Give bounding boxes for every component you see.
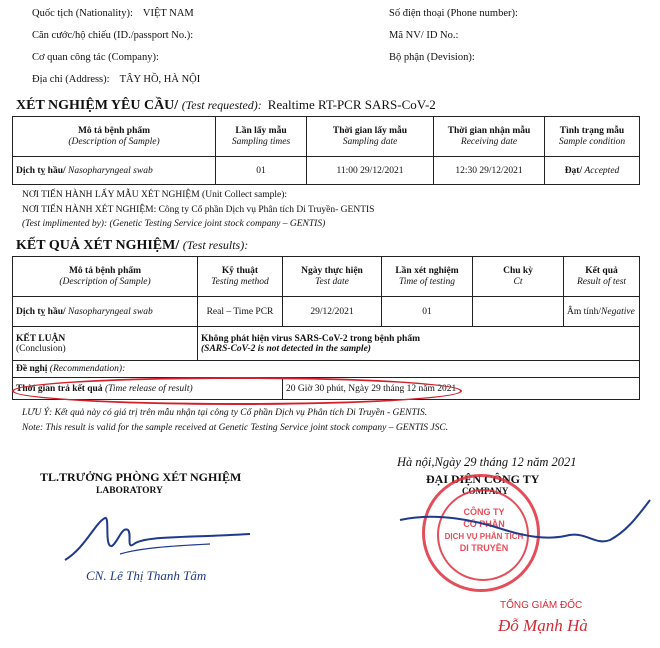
res-head-sample: Mô tả bệnh phẩm (Description of Sample) [13,257,198,297]
conclusion-label-cell: KẾT LUẬN (Conclusion) [13,327,198,361]
conclusion-text: Không phát hiện virus SARS-CoV-2 trong bệnh phẩm (SARS-CoV-2 is not detected in the sample) [198,327,640,361]
req-head-receiving-date: Thời gian nhận mẫu Receiving date [434,117,545,157]
director-title: TỔNG GIÁM ĐỐC [500,600,583,611]
requested-header-row [13,117,640,157]
res-head-date: Ngày thực hiện Test date [283,257,382,297]
req-head-sample: Mô tả bệnh phẩm (Description of Sample) [13,117,216,157]
director-name: Đỗ Mạnh Hà [498,616,588,635]
requested-table [12,116,640,185]
requested-data-row [13,157,640,185]
test-place-en: (Test implimented by): (Genetic Testing Service joint stock company – GENTIS) [22,219,326,229]
results-title-vi: KẾT QUẢ XÉT NGHIỆM/ [16,238,180,253]
results-title-en: (Test results): [182,238,249,252]
res-date: 29/12/2021 [283,297,382,327]
res-head-result: Kết quả Result of test [564,257,640,297]
stamp-line2: CỔ PHẦN [463,519,505,529]
company-subtitle: COMPANY [462,486,509,496]
company-title: ĐẠI DIỆN CÔNG TY [426,472,540,486]
res-head-times: Lần xét nghiệm Time of testing [382,257,473,297]
company-label: Cơ quan công tác (Company): [32,52,159,63]
note-vi: LƯU Ý: Kết quả này có giá trị trên mẫu nhận tại công ty Cổ phần Dịch vụ Phân tích Di Truyền - GENTIS. [22,408,428,418]
res-method: Real – Time PCR [198,297,283,327]
lab-title: TL.TRƯỞNG PHÒNG XÉT NGHIỆM [40,470,242,484]
lab-signature-icon [60,508,260,568]
res-sample: Dịch tỵ hầu/ Nasopharyngeal swab [13,297,198,327]
stamp-line3: DỊCH VỤ PHÂN TÍCH [444,532,524,541]
req-receiving-date: 12:30 29/12/2021 [434,157,545,185]
results-title [16,238,248,254]
address-row [32,74,200,85]
test-requested-title [16,97,436,114]
req-times: 01 [216,157,307,185]
nationality-row [32,8,194,19]
res-times: 01 [382,297,473,327]
results-header-row [13,257,640,297]
test-requested-value: Realtime RT-PCR SARS-CoV-2 [267,97,436,112]
test-place: NƠI TIẾN HÀNH XÉT NGHIỆM: Công ty Cổ phần Dịch vụ Phân tích Di Truyền- GENTIS [22,205,375,215]
req-head-times: Lần lấy mẫu Sampling times [216,117,307,157]
recommendation-row [13,361,640,378]
address-label: Địa chỉ (Address): [32,74,110,85]
nationality-value: VIỆT NAM [142,8,194,19]
req-condition: Đạt/ Accepted [545,157,640,185]
res-ct [473,297,564,327]
phone-label: Số điện thoại (Phone number): [389,8,518,19]
note-en: Note: This result is valid for the sample received at Genetic Testing Service joint stock company – GENTIS JSC. [22,423,449,433]
test-requested-title-vi: XÉT NGHIỆM YÊU CẦU/ [16,98,179,113]
stamp-line1: CÔNG TY [463,507,505,517]
lab-signer-name: CN. Lê Thị Thanh Tâm [86,568,207,583]
res-result: Âm tính/Negative [564,297,640,327]
test-requested-title-en: (Test requested): [181,98,262,112]
release-label-cell: Thời gian trả kết quả (Time release of result) [13,378,283,400]
address-value: TÂY HỒ, HÀ NỘI [119,74,201,85]
division-label: Bộ phận (Devision): [389,52,475,63]
res-head-ct: Chu kỳ Ct [473,257,564,297]
highlight-oval [12,377,462,405]
release-value: 20 Giờ 30 phút, Ngày 29 tháng 12 năm 2021 [283,378,640,400]
req-head-sampling-date: Thời gian lấy mẫu Sampling date [307,117,434,157]
collect-place: NƠI TIẾN HÀNH LẤY MẪU XÉT NGHIỆM (Unit Collect sample): [22,190,287,200]
id-label: Căn cước/hộ chiếu (ID./passport No.): [32,30,194,41]
req-head-condition: Tình trạng mẫu Sample condition [545,117,640,157]
results-data-row [13,297,640,327]
lab-subtitle: LABORATORY [96,486,163,496]
stamp-line4: DI TRUYỀN [459,543,509,553]
res-head-method: Kỹ thuật Testing method [198,257,283,297]
director-signature-icon [395,490,655,570]
nationality-label: Quốc tịch (Nationality): [32,8,133,19]
date-line: Hà nội,Ngày 29 tháng 12 năm 2021 [397,455,577,469]
req-sampling-date: 11:00 29/12/2021 [307,157,434,185]
conclusion-row [13,327,640,361]
req-sample: Dịch tỵ hầu/ Nasopharyngeal swab [13,157,216,185]
staff-id-label: Mã NV/ ID No.: [389,30,459,41]
recommendation-cell: Đề nghị (Recommendation): [13,361,640,378]
